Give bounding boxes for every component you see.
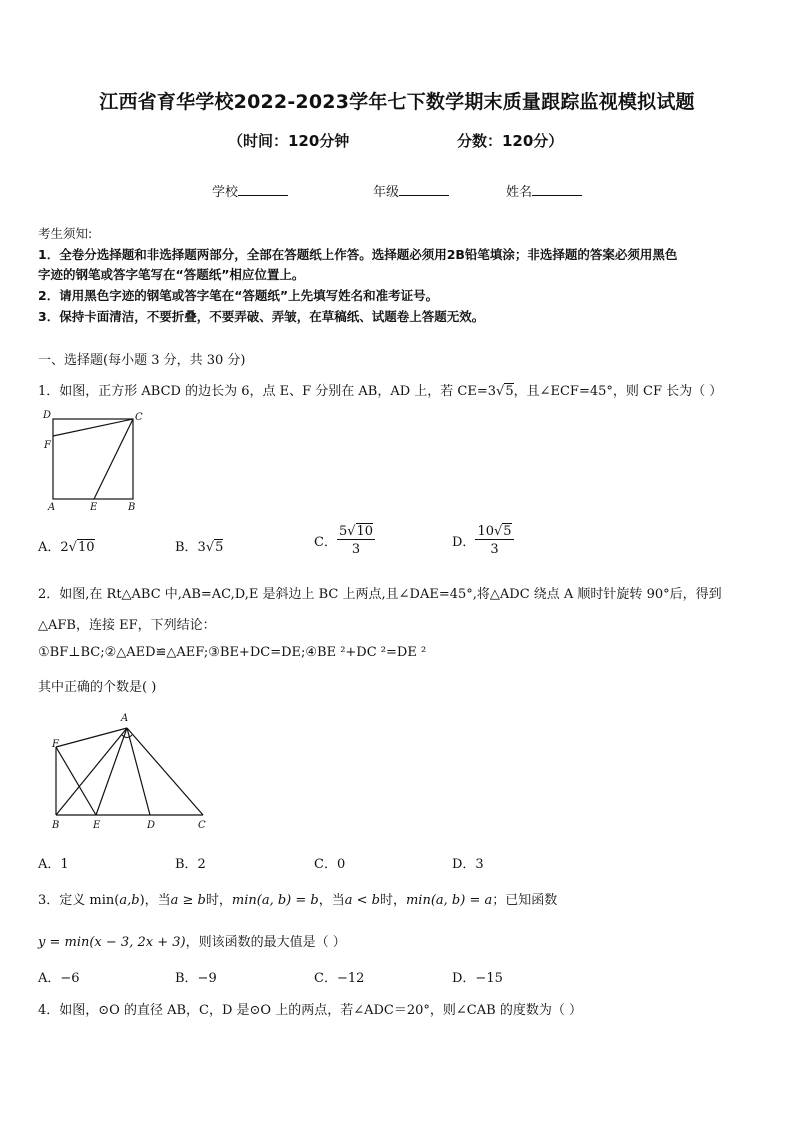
q1-option-b-radicand: 5 <box>215 540 224 555</box>
q3-text-e: 时， <box>205 893 232 908</box>
grade-field[interactable] <box>373 181 449 200</box>
q3-line-2 <box>38 931 346 950</box>
q1-option-c-coef: 5 <box>338 524 348 539</box>
q2-label-b: B <box>52 820 60 831</box>
page-title: 江西省育华学校2022-2023学年七下数学期末质量跟踪监视模拟试题 <box>99 91 695 113</box>
q1-option-d-fraction: $\frac{10√5}{3}$ <box>477 524 512 557</box>
q3-text-question: ，则该函数的最大值是（ ） <box>185 935 346 950</box>
q3-option-c[interactable]: C．−12 <box>314 971 365 986</box>
q2-segment-ef <box>56 747 96 815</box>
q2-option-d[interactable]: D．3 <box>452 857 484 872</box>
q1-text-a: 1．如图，正方形 ABCD 的边长为 6，点 E、F 分别在 AB，AD 上，若 CE=3 <box>38 384 497 399</box>
q1-label-b: B <box>128 502 136 512</box>
q1-label-d: D <box>43 410 52 421</box>
grade-label: 年级 <box>373 185 400 200</box>
notice-item-3: 3．保持卡面清洁，不要折叠，不要弄破、弄皱，在草稿纸、试题卷上答题无效。 <box>38 309 485 324</box>
q2-line-1: 2．如图,在 Rt△ABC 中,AB=AC,D,E 是斜边上 BC 上两点,且∠DAE=45°,将△ADC 绕点 A 顺时针旋转 90°后，得到 <box>38 587 722 602</box>
q2-segment-ab <box>56 728 127 815</box>
q2-option-c[interactable]: C．0 <box>314 857 346 872</box>
q1-segment-ce <box>94 419 133 499</box>
q1-label-a: A <box>48 502 56 512</box>
q2-label-a: A <box>121 713 129 724</box>
q3-math-cond-2: a < b <box>344 893 380 908</box>
name-label: 姓名 <box>506 185 533 200</box>
q1-option-a-radicand: 10 <box>77 540 95 555</box>
q2-segment-ae <box>96 728 127 815</box>
q3-option-d[interactable]: D．−15 <box>452 971 503 986</box>
q3-text-i: 时， <box>379 893 406 908</box>
q1-option-c-prefix: C． <box>314 535 337 550</box>
q1-square <box>53 419 133 499</box>
notice-heading: 考生须知: <box>38 226 93 241</box>
school-label: 学校 <box>212 185 239 200</box>
notice-item-1-cont: 字迹的钢笔或答字笔写在“答题纸”相应位置上。 <box>38 267 305 282</box>
exam-time: （时间：120分钟 <box>228 132 350 150</box>
question-1 <box>38 380 722 399</box>
sqrt-sign: √ <box>68 540 77 555</box>
q1-text-b: ，且∠ECF=45°，则 CF 长为（ ） <box>513 384 723 399</box>
q1-option-d-radicand: 5 <box>503 524 512 539</box>
q1-option-c-fraction: $\frac{5√10}{3}$ <box>338 524 374 557</box>
school-field[interactable] <box>212 181 288 200</box>
notice-item-2: 2．请用黑色字迹的钢笔或答字笔在“答题纸”上先填写姓名和准考证号。 <box>38 288 439 303</box>
q1-label-e: E <box>90 502 98 512</box>
q3-math-min-2: min(a, b) = a <box>405 893 493 908</box>
q2-line-4: 其中正确的个数是( ) <box>38 680 157 695</box>
q1-option-a-prefix: A．2 <box>38 540 69 555</box>
q3-text-a: 3．定义 min( <box>38 893 120 908</box>
q2-line-2: △AFB，连接 EF，下列结论： <box>38 618 216 633</box>
q2-label-f: F <box>52 739 59 750</box>
q2-option-a[interactable]: A．1 <box>38 857 69 872</box>
section-heading: 一、选择题(每小题 3 分，共 30 分) <box>38 353 246 368</box>
name-field[interactable] <box>506 181 582 200</box>
q3-math-cond-1: a ≥ b <box>170 893 206 908</box>
q4-text: 4．如图，⊙O 的直径 AB，C，D 是⊙O 上的两点，若∠ADC＝20°，则∠CAB 的度数为（ ） <box>38 1003 582 1018</box>
q2-line-3: ①BF⊥BC;②△AED≌△AEF;③BE+DC=DE;④BE ²+DC ²=DE ² <box>38 645 427 660</box>
q2-figure <box>38 705 218 835</box>
sqrt-sign: √ <box>205 540 215 555</box>
q1-option-b-prefix: B．3 <box>175 540 206 555</box>
grade-blank[interactable] <box>399 183 449 196</box>
q1-option-c[interactable] <box>314 524 375 557</box>
q3-math-min-1: min(a, b) = b <box>231 893 319 908</box>
q3-text-g: ，当 <box>318 893 345 908</box>
q1-label-c: C <box>135 412 143 423</box>
q2-segment-af <box>56 728 127 747</box>
q3-math-ab: a,b <box>119 893 140 908</box>
q1-figure <box>38 408 148 512</box>
notice-item-1: 1．全卷分选择题和非选择题两部分，全部在答题纸上作答。选择题必须用2B铅笔填涂；非选择题的答案必须用黑色 <box>38 247 678 262</box>
q1-option-d[interactable] <box>452 524 514 557</box>
q1-segment-cf <box>53 419 133 436</box>
q3-function: y = min(x − 3, 2x + 3) <box>38 935 186 950</box>
exam-score: 分数：120分） <box>457 132 564 150</box>
q3-text-c: )，当 <box>139 893 171 908</box>
q1-option-d-coef: 10 <box>477 524 494 539</box>
q3-option-b[interactable]: B．−9 <box>175 971 217 986</box>
q1-option-c-denominator: 3 <box>351 542 361 557</box>
q1-sqrt-value: 5 <box>505 384 514 399</box>
q2-label-d: D <box>147 820 156 831</box>
school-blank[interactable] <box>238 183 288 196</box>
q3-text-k: ；已知函数 <box>492 893 558 908</box>
q1-label-f: F <box>44 440 51 451</box>
q1-option-d-denominator: 3 <box>490 542 499 557</box>
q3-line-1 <box>38 889 557 908</box>
q1-option-d-prefix: D． <box>452 535 476 550</box>
q1-option-a[interactable] <box>38 536 95 555</box>
q3-option-a[interactable]: A．−6 <box>38 971 80 986</box>
q2-label-c: C <box>198 820 206 831</box>
name-blank[interactable] <box>532 183 582 196</box>
q1-option-c-radicand: 10 <box>356 524 374 539</box>
q2-option-b[interactable]: B．2 <box>175 857 206 872</box>
q2-label-e: E <box>93 820 101 831</box>
q1-sqrt-sign: √ <box>496 384 505 399</box>
q1-option-b[interactable] <box>175 536 223 555</box>
